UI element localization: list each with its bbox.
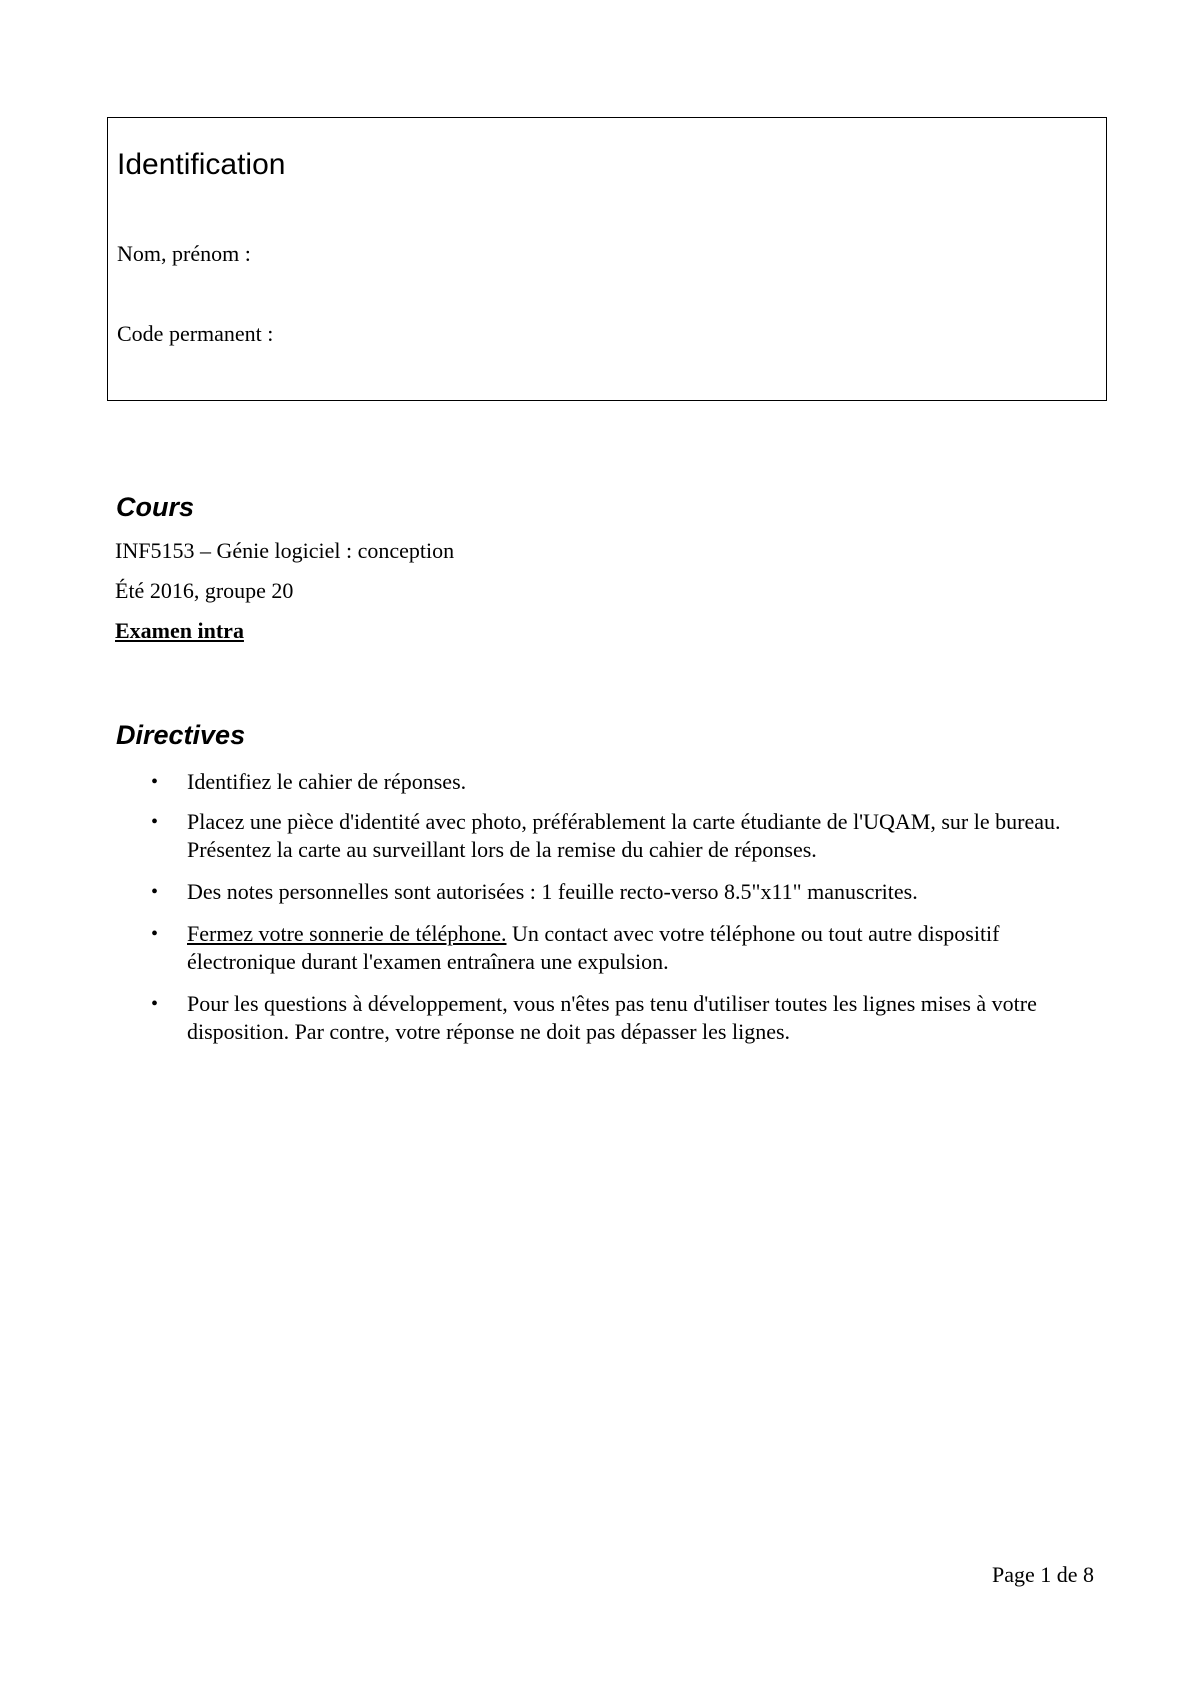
directive-text: Pour les questions à développement, vous n'êtes pas tenu d'utiliser toutes les lignes mises à votre disposition. Par contre, votre réponse ne doit pas dépasser les lignes. xyxy=(187,991,1037,1044)
course-code-title: INF5153 – Génie logiciel : conception xyxy=(115,538,455,563)
exam-type: Examen intra xyxy=(115,618,244,643)
course-heading: Cours xyxy=(116,492,195,522)
directive-emphasis: Fermez votre sonnerie de téléphone. xyxy=(187,921,507,946)
directive-text: Identifiez le cahier de réponses. xyxy=(187,769,467,794)
bullet-icon: • xyxy=(151,923,159,945)
bullet-icon: • xyxy=(151,993,159,1015)
identification-box xyxy=(107,117,1107,401)
directive-text: Placez une pièce d'identité avec photo, préférablement la carte étudiante de l'UQAM, sur le bureau. Présentez la carte au surveillant lors de la remise du cahier de réponses. xyxy=(187,809,1061,862)
page-number: Page 1 de 8 xyxy=(991,1562,1094,1587)
course-session: Été 2016, groupe 20 xyxy=(115,578,294,603)
identification-title: Identification xyxy=(117,148,286,181)
bullet-icon: • xyxy=(151,881,159,903)
directive-text: Des notes personnelles sont autorisées : 1 feuille recto-verso 8.5"x11" manuscrites. xyxy=(187,879,918,904)
directives-heading: Directives xyxy=(116,720,246,750)
permanent-code-field-label: Code permanent : xyxy=(117,321,274,346)
directive-text xyxy=(187,920,1107,976)
directive-text-rest: Un contact avec votre téléphone ou tout autre dispositif électronique durant l'examen entraînera une expulsion. xyxy=(187,921,1000,974)
bullet-icon: • xyxy=(151,771,159,793)
name-field-label: Nom, prénom : xyxy=(117,241,251,266)
bullet-icon: • xyxy=(151,811,159,833)
